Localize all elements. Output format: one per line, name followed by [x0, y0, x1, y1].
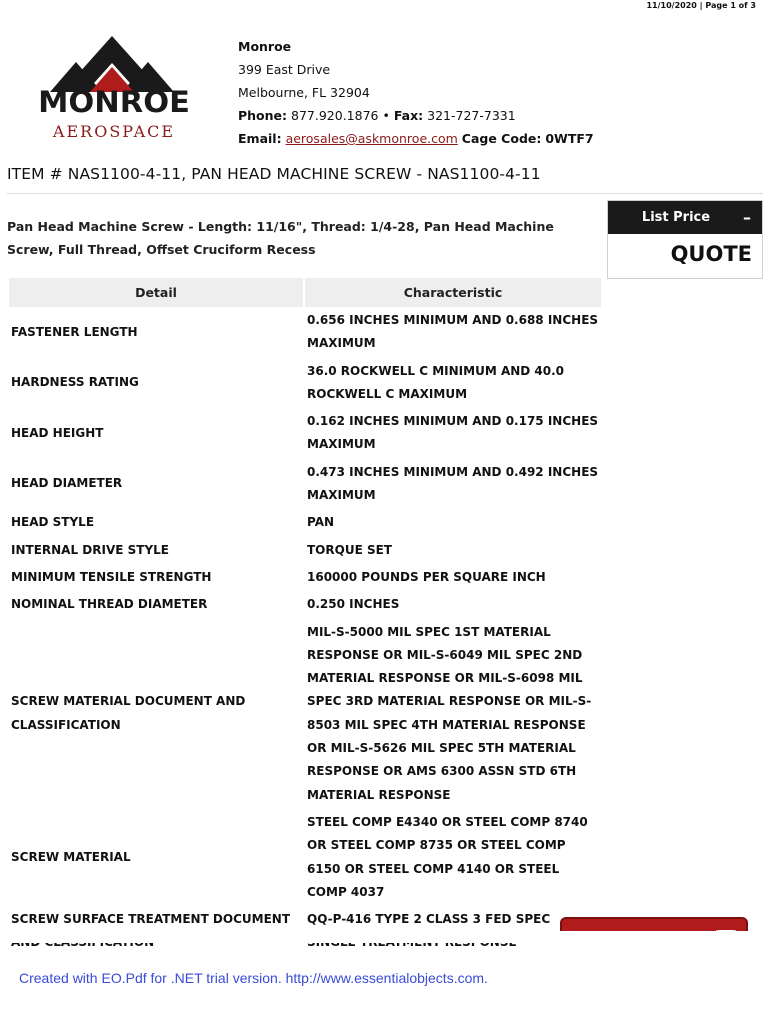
company-address-line2: Melbourne, FL 32904: [238, 85, 370, 100]
table-header-row: [9, 278, 601, 307]
table-row: [9, 358, 601, 409]
monroe-aerospace-logo: [14, 34, 214, 146]
company-name: Monroe: [238, 39, 292, 54]
characteristic-cell: 160000 POUNDS PER SQUARE INCH: [307, 569, 546, 584]
table-row: [9, 537, 601, 564]
cage-code-label: Cage Code:: [461, 131, 542, 146]
table-row: [9, 619, 601, 809]
company-contact-line: [238, 104, 594, 127]
characteristic-cell: STEEL COMP E4340 OR STEEL COMP 8740 OR STEEL COMP 8735 OR STEEL COMP 6150 OR STEEL COMP 4140 OR STEEL COMP 4037: [307, 814, 588, 899]
characteristic-cell: 0.656 INCHES MINIMUM AND 0.688 INCHES MAXIMUM: [307, 313, 599, 351]
column-header-characteristic: Characteristic: [305, 278, 601, 307]
detail-cell: INTERNAL DRIVE STYLE: [11, 542, 169, 557]
phone-label: Phone:: [238, 108, 288, 123]
email-label: Email:: [238, 131, 282, 146]
detail-cell: HARDNESS RATING: [11, 375, 139, 390]
characteristic-cell: MIL-S-5000 MIL SPEC 1ST MATERIAL RESPONSE OR MIL-S-6049 MIL SPEC 2ND MATERIAL RESPONSE OR MIL-S-6098 MIL SPEC 3RD MATERIAL RESPONSE OR MIL-S-8503 MIL SPEC 4TH MATERIAL RESPONSE OR MIL-S-5626 MIL SPEC 5TH MATERIAL RESPONSE OR AMS 6300 ASSN STD 6TH MATERIAL RESPONSE: [307, 624, 592, 802]
phone-value: 877.920.1876: [291, 108, 379, 123]
company-info: [238, 35, 594, 150]
characteristic-cell: 0.473 INCHES MINIMUM AND 0.492 INCHES MAXIMUM: [307, 464, 599, 503]
detail-cell: SCREW SURFACE TREATMENT DOCUMENT: [11, 912, 291, 927]
column-header-detail: Detail: [9, 278, 303, 307]
detail-cell: HEAD DIAMETER: [11, 476, 123, 491]
item-title: ITEM # NAS1100-4-11, PAN HEAD MACHINE SCREW - NAS1100-4-11: [7, 165, 763, 194]
logo-subtitle: AEROSPACE: [52, 122, 176, 141]
list-price-label: List Price: [641, 210, 711, 225]
detail-cell: HEAD STYLE: [11, 515, 95, 530]
price-header[interactable]: [608, 201, 762, 234]
detail-cell: MINIMUM TENSILE STRENGTH: [11, 569, 212, 584]
characteristic-cell: 0.250 INCHES: [307, 597, 400, 612]
price-value: QUOTE: [670, 242, 752, 266]
characteristic-cell: 0.162 INCHES MINIMUM AND 0.175 INCHES MAXIMUM: [307, 414, 599, 452]
table-row: [9, 459, 601, 510]
characteristic-cell: PAN: [307, 515, 335, 530]
detail-cell: FASTENER LENGTH: [11, 324, 138, 339]
table-row: [9, 408, 601, 459]
email-link[interactable]: aerosales@askmonroe.com: [285, 131, 458, 146]
contact-separator: •: [382, 108, 390, 123]
company-email-line: [238, 127, 594, 150]
table-row: [9, 591, 601, 618]
table-row: [9, 307, 601, 358]
collapse-toggle-icon[interactable]: –: [743, 208, 751, 227]
table-row: [9, 809, 601, 906]
table-row: [9, 509, 601, 536]
characteristic-cell: 36.0 ROCKWELL C MINIMUM AND 40.0 ROCKWELL C MAXIMUM: [307, 363, 565, 401]
fax-value: 321-727-7331: [427, 108, 516, 123]
fax-label: Fax:: [393, 108, 424, 123]
page-clip-area: [0, 931, 768, 943]
company-address-line1: 399 East Drive: [238, 62, 331, 77]
logo-wordmark: MONROE: [38, 85, 190, 119]
item-summary: Pan Head Machine Screw - Length: 11/16", Thread: 1/4-28, Pan Head Machine Screw, Full Thread, Offset Cruciform Recess: [7, 219, 554, 257]
cage-code-value: 0WTF7: [545, 131, 594, 146]
detail-cell: SCREW MATERIAL DOCUMENT AND CLASSIFICATION: [11, 694, 246, 732]
price-box: [607, 200, 763, 279]
detail-cell: NOMINAL THREAD DIAMETER: [11, 597, 208, 612]
characteristic-cell: TORQUE SET: [307, 542, 392, 557]
detail-cell: SCREW MATERIAL: [11, 849, 131, 864]
detail-cell: HEAD HEIGHT: [11, 425, 104, 440]
table-row: [9, 564, 601, 591]
trial-watermark-note: Created with EO.Pdf for .NET trial version. http://www.essentialobjects.com.: [19, 970, 488, 986]
characteristic-cell: QQ-P-416 TYPE 2 CLASS 3 FED SPEC: [307, 912, 551, 927]
page-stamp: 11/10/2020 | Page 1 of 3: [646, 1, 756, 10]
spec-table: [7, 278, 603, 957]
